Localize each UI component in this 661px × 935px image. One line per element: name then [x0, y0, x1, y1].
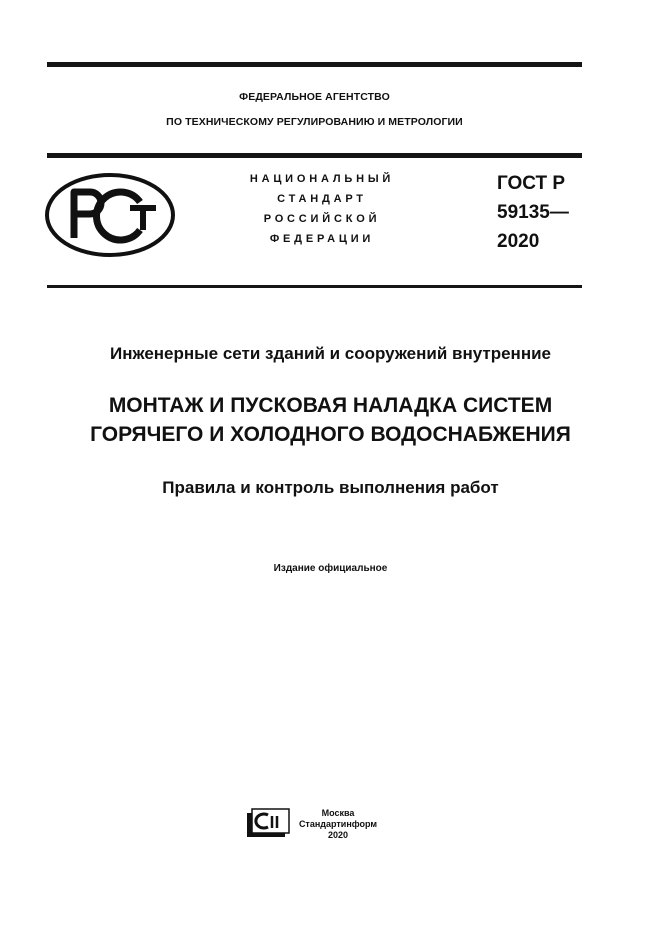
document-subject: Инженерные сети зданий и сооружений внутренние	[110, 344, 551, 363]
gost-designation-line-3: 2020	[497, 231, 540, 252]
publisher-city: Москва	[321, 808, 355, 818]
document-title-line-2: ГОРЯЧЕГО И ХОЛОДНОГО ВОДОСНАБЖЕНИЯ	[90, 423, 571, 446]
national-line-2: СТАНДАРТ	[277, 193, 367, 205]
publisher-name: Стандартинформ	[298, 819, 378, 829]
agency-line-1: ФЕДЕРАЛЬНОЕ АГЕНТСТВО	[239, 91, 390, 103]
document-subtitle: Правила и контроль выполнения работ	[162, 478, 499, 497]
gost-designation-line-2: 59135—	[497, 202, 569, 223]
publisher-year: 2020	[327, 830, 349, 840]
document-title-line-1: МОНТАЖ И ПУСКОВАЯ НАЛАДКА СИСТЕМ	[108, 394, 553, 417]
agency-line-2: ПО ТЕХНИЧЕСКОМУ РЕГУЛИРОВАНИЮ И МЕТРОЛОГИИ	[166, 116, 463, 128]
top-rule	[47, 62, 582, 67]
gost-designation-line-1: ГОСТ Р	[497, 173, 566, 194]
standartinform-logo-icon	[246, 808, 290, 838]
national-line-1: НАЦИОНАЛЬНЫЙ	[249, 173, 395, 185]
middle-rule	[47, 153, 582, 158]
rst-certification-mark-icon	[44, 172, 176, 258]
bottom-rule	[47, 285, 582, 288]
national-line-3: РОССИЙСКОЙ	[263, 213, 381, 225]
edition-note: Издание официальное	[273, 563, 388, 574]
national-line-4: ФЕДЕРАЦИИ	[269, 233, 375, 245]
